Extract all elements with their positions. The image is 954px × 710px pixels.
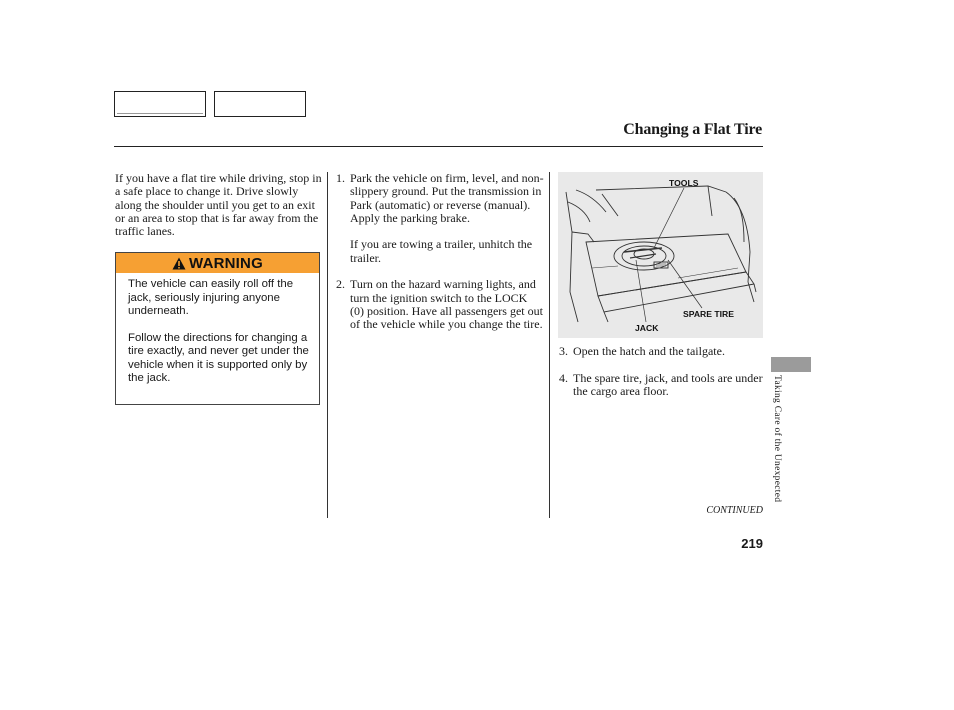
page-number: 219 bbox=[741, 536, 763, 551]
column-divider-right bbox=[549, 172, 550, 518]
step-3-number: 3. bbox=[559, 344, 568, 358]
step-2-number: 2. bbox=[336, 277, 345, 292]
nav-button-previous[interactable] bbox=[114, 91, 206, 117]
step-3-text: Open the hatch and the tailgate. bbox=[573, 344, 725, 358]
steps-right-column bbox=[559, 345, 763, 398]
step-1-number: 1. bbox=[336, 171, 345, 185]
intro-paragraph: If you have a flat tire while driving, stop in a safe place to change it. Drive slowly along the shoulder until you get to an exit or an area to stop that is far away from the traffic lanes. bbox=[115, 171, 322, 239]
step-4-text: The spare tire, jack, and tools are under the cargo area floor. bbox=[573, 370, 763, 398]
step-2 bbox=[336, 278, 544, 331]
warning-paragraph-1: The vehicle can easily roll off the jack, seriously injuring anyone underneath. bbox=[128, 278, 294, 317]
step-2-text: Turn on the hazard warning lights, and turn the ignition switch to the LOCK (0) position. Have all passengers get out of the vehicle while you change the tire. bbox=[350, 277, 543, 332]
warning-triangle-icon bbox=[172, 257, 186, 270]
section-title-vertical: Taking Care of the Unexpected bbox=[772, 375, 782, 503]
cargo-area-illustration bbox=[558, 172, 763, 338]
header-rule bbox=[114, 146, 763, 147]
page-title: Changing a Flat Tire bbox=[623, 121, 762, 138]
figure-label-jack: JACK bbox=[635, 323, 659, 333]
step-1 bbox=[336, 172, 544, 225]
section-tab bbox=[771, 357, 811, 372]
continued-label: CONTINUED bbox=[706, 505, 763, 516]
figure-label-tools: TOOLS bbox=[669, 178, 699, 188]
step-3 bbox=[559, 345, 763, 358]
warning-label: WARNING bbox=[189, 254, 263, 272]
step-4 bbox=[559, 372, 763, 399]
warning-paragraph-2: Follow the directions for changing a tire exactly, and never get under the vehicle when it is supported only by the jack. bbox=[128, 331, 309, 384]
warning-header bbox=[116, 253, 319, 273]
warning-body bbox=[116, 273, 319, 386]
nav-button-next[interactable] bbox=[214, 91, 306, 117]
step-1-text: Park the vehicle on firm, level, and non-slippery ground. Put the transmission in Park (automatic) or reverse (manual). Apply the parking brake. bbox=[350, 171, 544, 225]
steps-middle-column bbox=[336, 172, 544, 332]
warning-box bbox=[115, 252, 320, 405]
step-4-number: 4. bbox=[559, 370, 568, 385]
step-1-note: If you are towing a trailer, unhitch the trailer. bbox=[350, 237, 533, 265]
figure-label-spare-tire: SPARE TIRE bbox=[683, 309, 734, 319]
column-divider-left bbox=[327, 172, 328, 518]
